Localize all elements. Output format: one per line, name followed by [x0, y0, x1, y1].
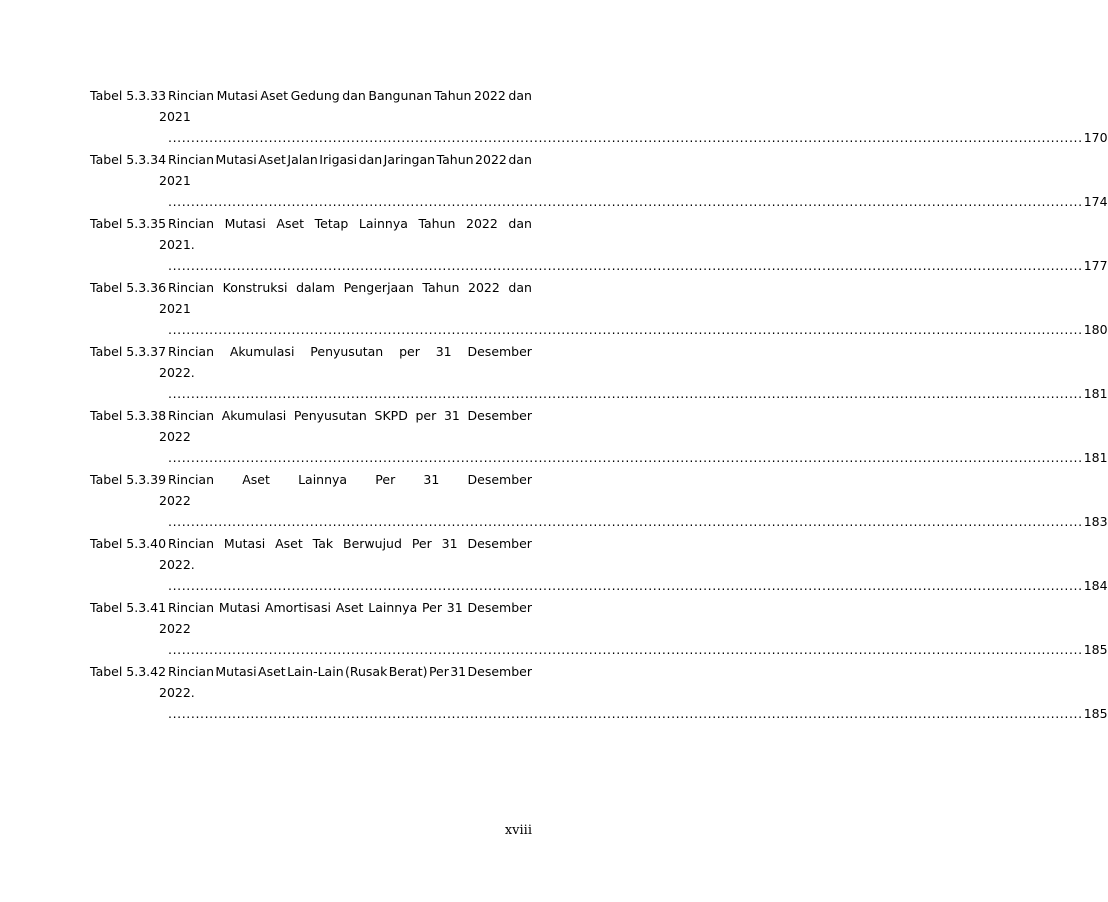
page-number-footer: xviii — [504, 823, 532, 838]
toc-entry-code: Tabel 5.3.37 — [90, 344, 167, 359]
toc-entry-leader — [168, 450, 1108, 465]
toc-entry[interactable] — [90, 600, 1108, 664]
toc-entry[interactable] — [90, 152, 1108, 216]
toc-entry-title-continuation: 2021 — [159, 109, 191, 124]
dot-leader: ........................................................................................................................................................................................................ — [168, 642, 1083, 657]
toc-entry-code: Tabel 5.3.39 — [90, 472, 167, 487]
toc-entry-title: Rincian Konstruksi dalam Pengerjaan Tahun 2022 dan — [168, 280, 532, 295]
toc-entry-leader — [168, 322, 1108, 337]
toc-entry-page-number: 185 — [1083, 642, 1108, 657]
toc-entry-title: Rincian Aset Lainnya Per 31 Desember — [168, 472, 532, 487]
toc-entry[interactable] — [90, 536, 1108, 600]
toc-entry-title-continuation: 2022. — [159, 685, 195, 700]
toc-entry-page-number: 177 — [1083, 258, 1108, 273]
toc-entry-code: Tabel 5.3.33 — [90, 88, 167, 103]
toc-entry-title-continuation: 2022. — [159, 557, 195, 572]
toc-entry-title-continuation: 2021 — [159, 301, 191, 316]
dot-leader: ........................................................................................................................................................................................................ — [168, 514, 1083, 529]
toc-entry-code: Tabel 5.3.38 — [90, 408, 167, 423]
toc-entry-leader — [168, 706, 1108, 721]
toc-entry-title-continuation: 2022 — [159, 429, 191, 444]
toc-entry-page-number: 174 — [1083, 194, 1108, 209]
toc-entry[interactable] — [90, 88, 1108, 152]
toc-entry-title-continuation: 2021. — [159, 237, 195, 252]
toc-entry-title: Rincian Mutasi Amortisasi Aset Lainnya Per 31 Desember — [168, 600, 532, 615]
toc-entry-title-continuation: 2021 — [159, 173, 191, 188]
toc-entry-title: Rincian Mutasi Aset Lain-Lain (Rusak Berat) Per 31 Desember — [168, 664, 532, 679]
toc-entry-leader — [168, 578, 1108, 593]
toc-entry-title: Rincian Akumulasi Penyusutan per 31 Desember — [168, 344, 532, 359]
toc-entry-title-continuation: 2022 — [159, 621, 191, 636]
toc-entry[interactable] — [90, 216, 1108, 280]
dot-leader: ........................................................................................................................................................................................................ — [168, 130, 1083, 145]
toc-entry[interactable] — [90, 280, 1108, 344]
toc-entry-code: Tabel 5.3.34 — [90, 152, 167, 167]
toc-entry-page-number: 185 — [1083, 706, 1108, 721]
dot-leader: ........................................................................................................................................................................................................ — [168, 706, 1083, 721]
dot-leader: ........................................................................................................................................................................................................ — [168, 450, 1083, 465]
toc-entry-leader — [168, 194, 1108, 209]
toc-entry-page-number: 184 — [1083, 578, 1108, 593]
toc-entry[interactable] — [90, 408, 1108, 472]
toc-entry-title-continuation: 2022. — [159, 365, 195, 380]
toc-entry-leader — [168, 386, 1108, 401]
toc-entry-leader — [168, 514, 1108, 529]
toc-entry-code: Tabel 5.3.40 — [90, 536, 167, 551]
toc-entry-leader — [168, 642, 1108, 657]
toc-entry[interactable] — [90, 344, 1108, 408]
toc-entry-title: Rincian Akumulasi Penyusutan SKPD per 31 Desember — [168, 408, 532, 423]
toc-entry-code: Tabel 5.3.35 — [90, 216, 167, 231]
toc-entry-leader — [168, 130, 1108, 145]
toc-entry-page-number: 170 — [1083, 130, 1108, 145]
dot-leader: ........................................................................................................................................................................................................ — [168, 258, 1083, 273]
table-of-contents — [90, 88, 1108, 728]
toc-entry-leader — [168, 258, 1108, 273]
toc-entry-title: Rincian Mutasi Aset Gedung dan Bangunan Tahun 2022 dan — [168, 88, 532, 103]
toc-entry-page-number: 180 — [1083, 322, 1108, 337]
toc-entry-title-continuation: 2022 — [159, 493, 191, 508]
toc-entry-code: Tabel 5.3.42 — [90, 664, 167, 679]
toc-entry[interactable] — [90, 664, 1108, 728]
toc-entry[interactable] — [90, 472, 1108, 536]
toc-entry-title: Rincian Mutasi Aset Jalan Irigasi dan Jaringan Tahun 2022 dan — [168, 152, 532, 167]
toc-entry-page-number: 181 — [1083, 450, 1108, 465]
toc-entry-title: Rincian Mutasi Aset Tak Berwujud Per 31 Desember — [168, 536, 532, 551]
toc-entry-title: Rincian Mutasi Aset Tetap Lainnya Tahun 2022 dan — [168, 216, 532, 231]
toc-entry-page-number: 183 — [1083, 514, 1108, 529]
toc-entry-code: Tabel 5.3.41 — [90, 600, 167, 615]
dot-leader: ........................................................................................................................................................................................................ — [168, 322, 1083, 337]
dot-leader: ........................................................................................................................................................................................................ — [168, 194, 1083, 209]
toc-entry-code: Tabel 5.3.36 — [90, 280, 167, 295]
dot-leader: ........................................................................................................................................................................................................ — [168, 578, 1083, 593]
toc-entry-page-number: 181 — [1083, 386, 1108, 401]
dot-leader: ........................................................................................................................................................................................................ — [168, 386, 1083, 401]
